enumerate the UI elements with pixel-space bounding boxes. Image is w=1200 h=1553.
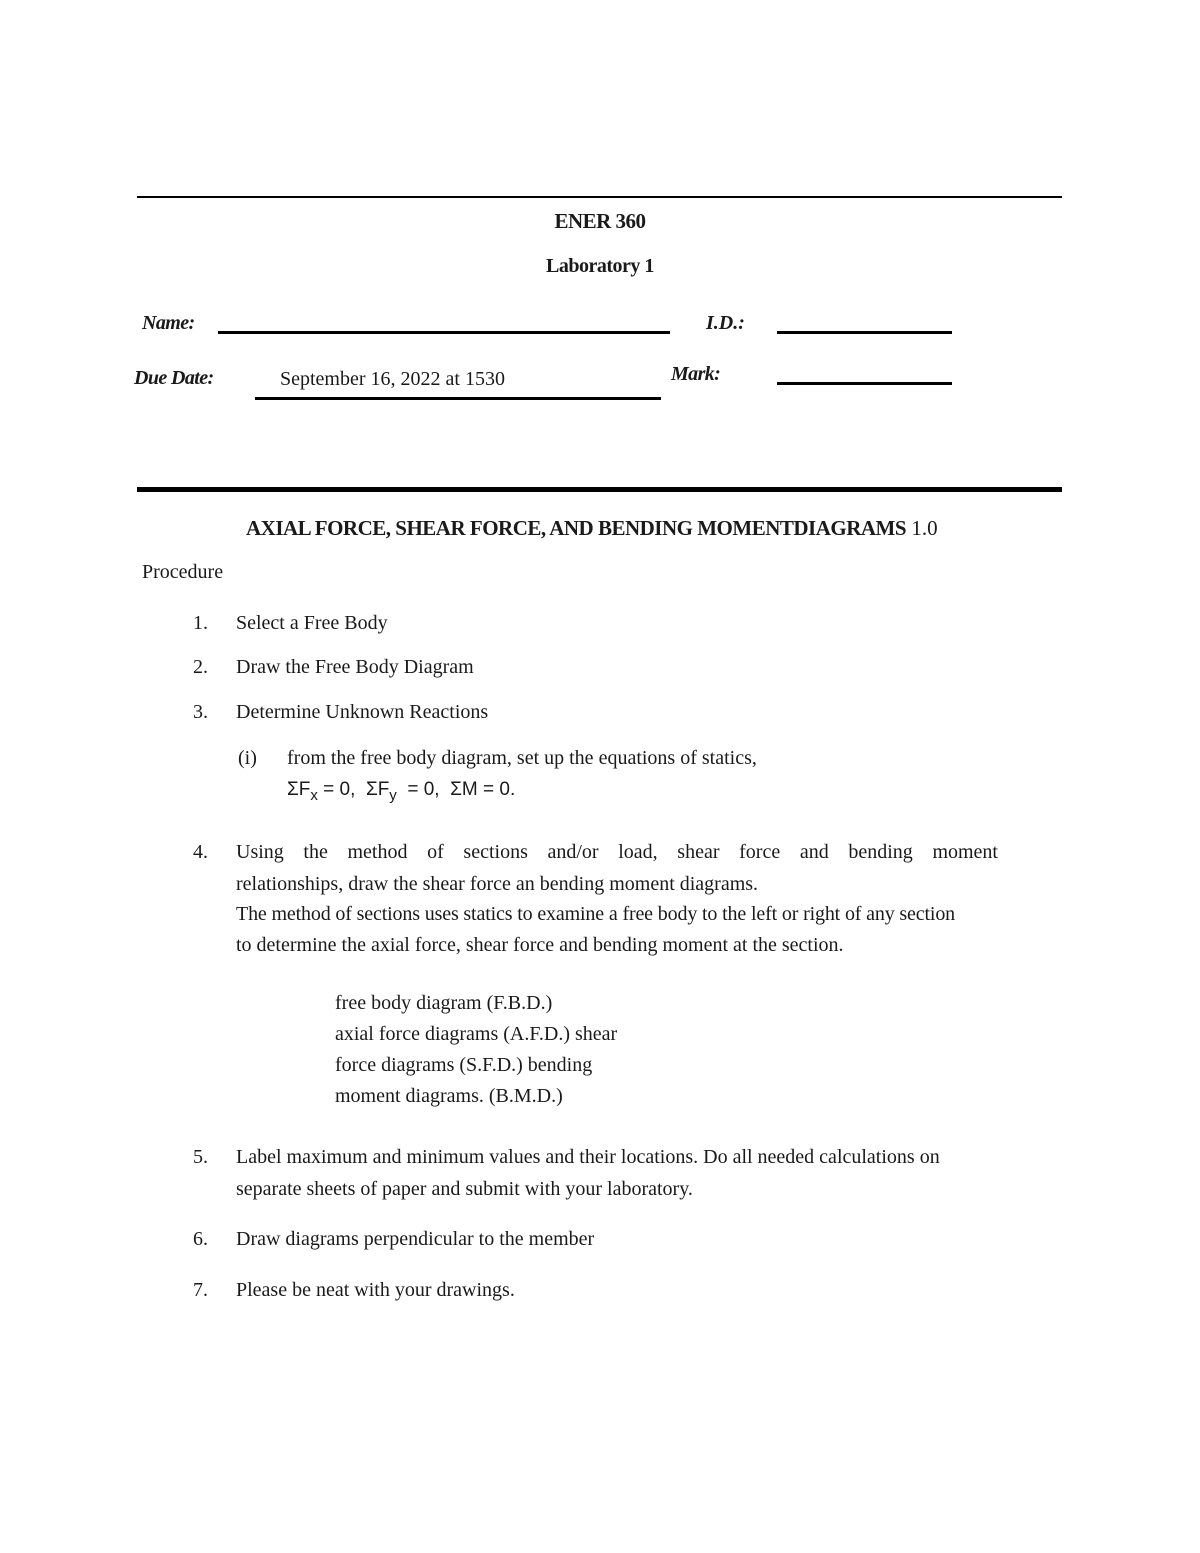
- sigma-symbol: Σ: [450, 779, 462, 800]
- item-6-number: 6.: [193, 1228, 208, 1250]
- item-4-line-3: The method of sections uses statics to examine a free body to the left or right of any section: [236, 903, 956, 925]
- eq-zero-2: = 0,: [407, 779, 440, 800]
- name-label: Name:: [142, 312, 195, 334]
- item-7-number: 7.: [193, 1279, 208, 1301]
- id-label: I.D.:: [706, 312, 745, 334]
- item-4-line-1: Using the method of sections and/or load, shear force and bending moment: [236, 841, 998, 863]
- document-title: [246, 515, 938, 541]
- top-rule: [137, 196, 1062, 198]
- eq-zero-1: = 0,: [323, 779, 356, 800]
- sigma-symbol: Σ: [365, 779, 378, 800]
- subitem-i-text: from the free body diagram, set up the equations of statics,: [287, 747, 757, 769]
- name-field-line[interactable]: [218, 331, 670, 334]
- item-4-line-4: to determine the axial force, shear force and bending moment at the section.: [236, 934, 844, 956]
- due-date-line: [255, 397, 661, 400]
- diagram-line-3: force diagrams (S.F.D.) bending: [335, 1054, 593, 1076]
- force-symbol: F: [298, 779, 311, 800]
- moment-symbol: M: [461, 779, 478, 800]
- procedure-heading: Procedure: [142, 561, 224, 583]
- item-4-line-2: relationships, draw the shear force an bending moment diagrams.: [236, 873, 759, 895]
- item-1-text: Select a Free Body: [236, 612, 388, 634]
- id-field-line[interactable]: [777, 331, 952, 334]
- x-subscript: x: [310, 786, 318, 804]
- item-5-number: 5.: [193, 1146, 208, 1168]
- section-rule: [137, 487, 1062, 492]
- subitem-i-label: (i): [238, 747, 257, 769]
- y-subscript: y: [389, 786, 397, 804]
- sigma-symbol: Σ: [287, 779, 299, 800]
- course-code: ENER 360: [554, 209, 646, 233]
- item-5-line-2: separate sheets of paper and submit with your laboratory.: [236, 1178, 693, 1200]
- force-symbol: F: [377, 779, 390, 800]
- diagram-line-4: moment diagrams. (B.M.D.): [335, 1085, 563, 1107]
- item-2-number: 2.: [193, 656, 208, 678]
- statics-equations: [287, 778, 515, 808]
- due-date-label: Due Date:: [134, 367, 214, 389]
- title-main: AXIAL FORCE, SHEAR FORCE, AND BENDING MOMENTDIAGRAMS: [246, 516, 907, 540]
- title-version: 1.0: [911, 516, 938, 540]
- lab-title: Laboratory 1: [546, 255, 654, 277]
- item-2-text: Draw the Free Body Diagram: [236, 656, 474, 678]
- item-5-line-1: Label maximum and minimum values and their locations. Do all needed calculations on: [236, 1146, 940, 1168]
- item-3-text: Determine Unknown Reactions: [236, 701, 489, 723]
- item-7-text: Please be neat with your drawings.: [236, 1279, 515, 1301]
- eq-zero-3: = 0.: [483, 779, 516, 800]
- mark-field-line[interactable]: [777, 382, 952, 385]
- item-1-number: 1.: [193, 612, 208, 634]
- item-6-text: Draw diagrams perpendicular to the member: [236, 1228, 595, 1250]
- item-3-number: 3.: [193, 701, 208, 723]
- diagram-line-2: axial force diagrams (A.F.D.) shear: [335, 1023, 618, 1045]
- item-4-number: 4.: [193, 841, 208, 863]
- diagram-line-1: free body diagram (F.B.D.): [335, 992, 553, 1014]
- due-date-value: September 16, 2022 at 1530: [280, 368, 505, 390]
- mark-label: Mark:: [671, 363, 721, 385]
